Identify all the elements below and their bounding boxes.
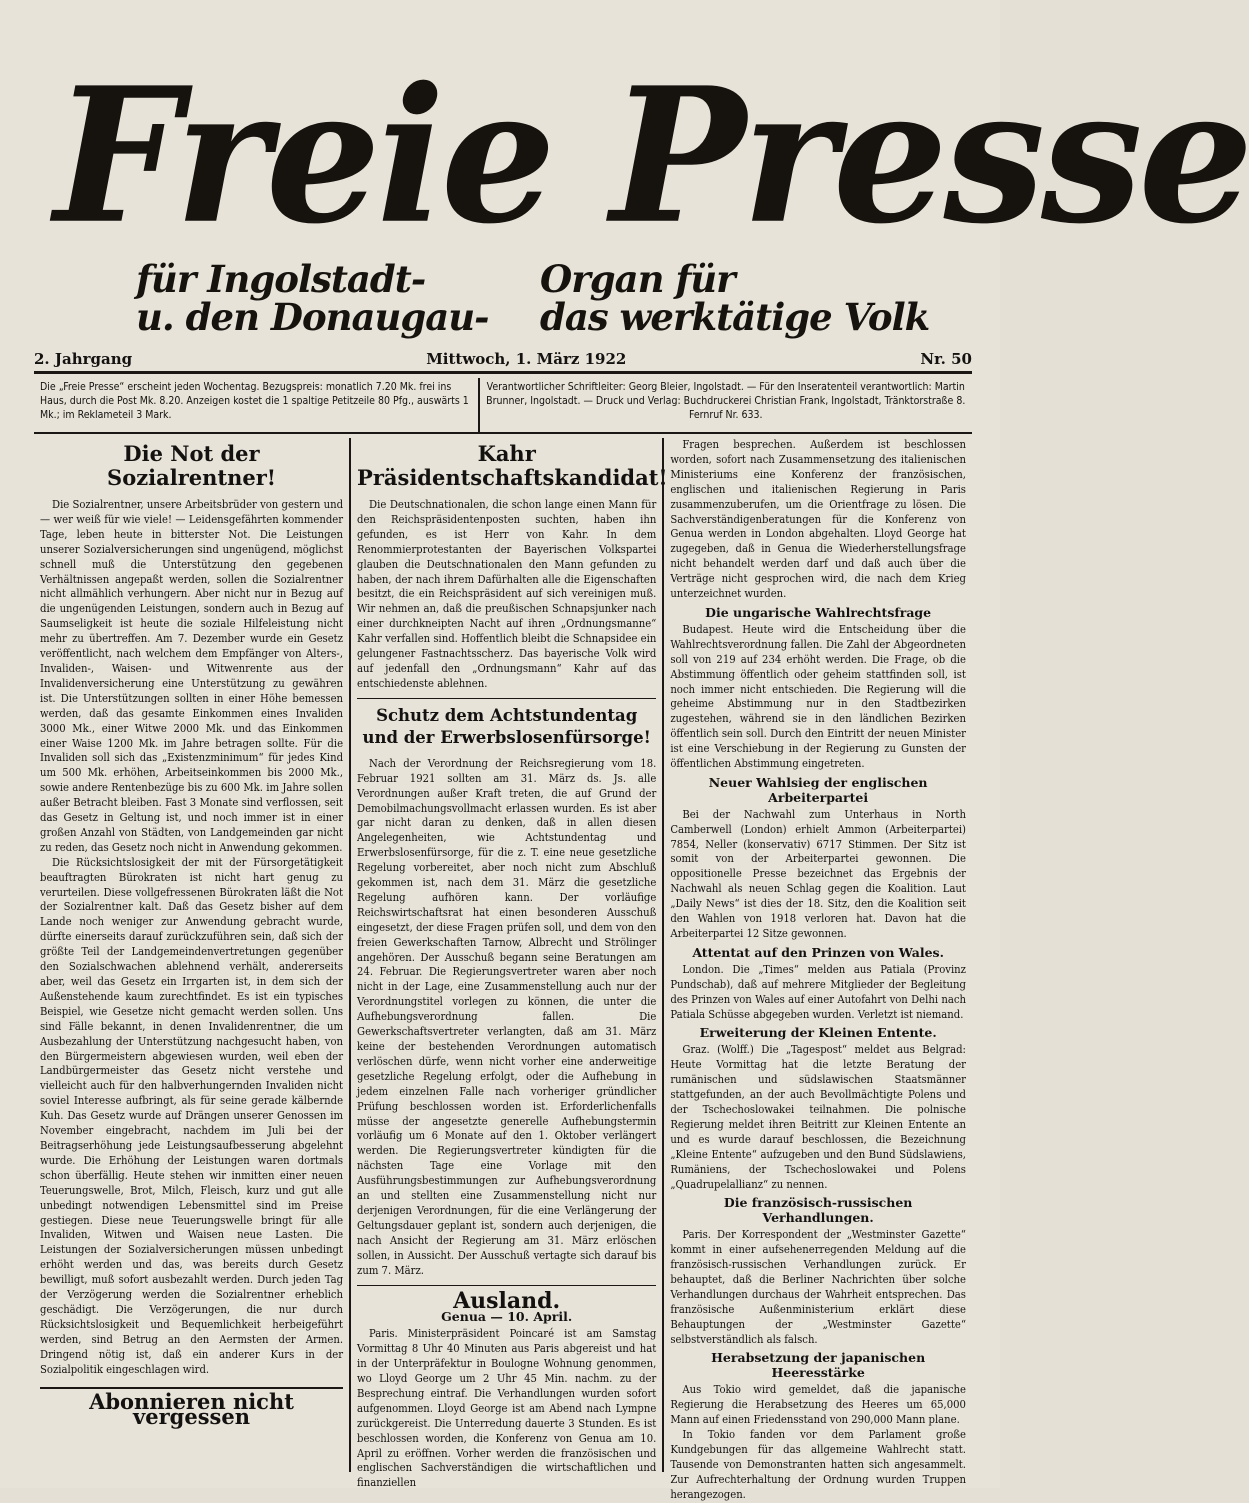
article-paragraph: In Tokio fanden vor dem Parlament große Kundgebungen für das allgemeine Wahlrecht statt. Tausende von Demonstranten hatten sich angesammelt. Zur Aufrechterhaltung der Ordnung wurden Truppen herangezogen. bbox=[670, 1428, 966, 1501]
column-2 bbox=[351, 438, 668, 1490]
masthead bbox=[34, 0, 1249, 345]
article-heading-wales: Attentat auf den Prinzen von Wales. bbox=[692, 944, 944, 960]
issue-number: Nr. 50 bbox=[920, 350, 972, 368]
article-heading-franz-russ: Die französisch-russischen Verhandlungen. bbox=[723, 1195, 913, 1226]
article-paragraph: Nach der Verordnung der Reichsregierung vom 18. Februar 1921 sollten am 31. März ds. Js. alle Verordnungen außer Kraft treten, die auf Grund der Demobilmachungsvollmacht erlassen wurden. Es ist aber gar nicht daran zu denken, daß in allen diesen Angelegenheiten, wie Achtstundentag und Erwerbslosenfürsorge, für die z. T. eine neue gesetzliche Regelung vorbereitet, aber noch nicht zum Abschluß gekommen ist, nach dem 31. März die gesetzliche Regelung aufhören kann. Der vorläufige Reichswirtschaftsrat hat einen besonderen Ausschuß eingesetzt, der diese Fragen prüfen soll, und dem von den freien Gewerkschaften Tarnow, Albrecht und Strölinger angehören. Der Ausschuß begann seine Beratungen am 24. Februar. Die Regierungsvertreter waren aber noch nicht in der Lage, eine Zusammenstellung auch nur der Verordnungstitel vorlegen zu können, die unter die Aufhebungsverordnung fallen. Die Gewerkschaftsvertreter verlangten, daß am 31. März keine der bestehenden Verordnungen automatisch verlöschen dürfe, wenn nicht vorher eine anderweitige gesetzliche Regelung erfolgt, oder die Aufhebung in jedem einzelnen Falle nach vorheriger gründlicher Prüfung beschlossen worden ist. Erforderlichenfalls müsse der angesetzte generelle Aufhebungstermin vorläufig um 6 Monate auf den 1. Oktober verlängert werden. Die Regierungsvertreter kündigten für die nächsten Tage eine Vorlage mit den Ausführungsbestimmungen zur Aufhebungsverordnung an und stellten eine Zusammenstellung nicht nur derjenigen Verordnungen, für die eine Verlängerung der Geltungsdauer geplant ist, sondern auch derjenigen, die nach Ansicht der Regierung am 31. März erlöschen sollen, in Aussicht. Der Ausschuß vertagte sich darauf bis zum 7. März. bbox=[357, 756, 657, 1277]
section-dateline: Genua — 10. April. bbox=[441, 1309, 573, 1325]
article-columns bbox=[34, 438, 972, 1501]
article-paragraph: Die Rücksichtslosigkeit der mit der Fürsorgetätigkeit beauftragten Bürokraten ist nicht hart genug zu verurteilen. Diese vollgefressenen Bürokraten läßt die Not der Sozialrentner kalt. Daß das Gesetz bisher auf dem Lande noch weniger zur Anwendung gebracht wurde, dürfte einerseits darauf zurückzuführen sein, daß sich der größte Teil der Landgemeindenvertretungen gegenüber den Sozialschwachen ablehnend verhält, andererseits aber, weil das Gesetz ein Irrgarten ist, in dem sich der Außenstehende kaum zurechtfindet. Es ist ein typisches Beispiel, wie Gesetze nicht gemacht werden sollen. Uns sind Fälle bekannt, in denen Invalidenrentner, die um Ausbezahlung der Unterstützung nachgesucht haben, von den Bürgermeistern abgewiesen wurden, weil eben der Landbürgermeister das Gesetz nicht verstehe und vielleicht auch für den halbverhungernden Invaliden nicht soviel Interesse aufbringt, als für seine gerade kälbernde Kuh. Das Gesetz wurde auf Drängen unserer Genossen im November eingebracht, nachdem im Juli bei der Beitragserhöhung jede Leistungsaufbesserung abgelehnt wurde. Die Erhöhung der Leistungen waren dortmals schon überfällig. Heute stehen wir inmitten einer neuen Teuerungswelle, Brot, Milch, Fleisch, kurz und gut alle unbedingt notwendigen Lebensmittel sind im Preise gestiegen. Diese neue Teuerungswelle bringt für alle Invaliden, Witwen und Waisen neue Lasten. Die Leistungen der Sozialversicherungen müssen unbedingt erhöht werden und das, was bereits durch Gesetz bewilligt, muß sofort ausbezahlt werden. Durch jeden Tag der Verzögerung werden die Sozialrentner erheblich geschädigt. Die Verzögerungen, die nur durch Rücksichtslosigkeit und Bequemlichkeit herbeigeführt werden, sind Betrug an den Aermsten der Armen. Dringend nötig ist, daß ein anderer Kurs in der Sozialpolitik eingeschlagen wird. bbox=[40, 855, 344, 1376]
column-3 bbox=[664, 438, 972, 1501]
volume: 2. Jahrgang bbox=[34, 350, 133, 368]
subtitle-left-line-2: u. den Donaugau- bbox=[136, 295, 489, 339]
dateline bbox=[34, 350, 972, 374]
article-paragraph: Die Sozialrentner, unsere Arbeitsbrüder von gestern und — wer weiß für wie viele! — Leidensgefährten kommender Tage, leben heute in bitterster Not. Die Leistungen unserer Sozialversicherungen sind ungenügend, möglichst schnell muß die Unterstützung den gegebenen Verhältnissen angepaßt werden, sollen die Sozialrentner nicht allmählich verhungern. Aber nicht nur in Bezug auf die ungenügenden Leistungen, sondern auch in Bezug auf Saumseligkeit ist heute die soziale Hilfeleistung nicht mehr zu übertreffen. Am 7. Dezember wurde ein Gesetz veröffentlicht, nach welchem dem Empfänger von Alters-, Invaliden-, Waisen- und Witwenrente aus der Invalidenversicherung eine Unterstützung zu gewähren ist. Die Unterstützungen sollten in einer Höhe bemessen werden, daß das gesamte Einkommen eines Invaliden 3000 Mk., einer Witwe 2000 Mk. und das Einkommen einer Waise 1200 Mk. im Jahre betragen sollte. Für die Invaliden soll sich das „Existenzminimum“ für jedes Kind um 500 Mk. erhöhen, Arbeitseinkommen bis 2000 Mk., sowie andere Rentenbezüge bis zu 600 Mk. im Jahre sollen außer Betracht bleiben. Fast 3 Monate sind verflossen, seit das Gesetz in Geltung ist, und noch immer ist in einer großen Anzahl von Städten, von Landgemeinden gar nicht zu reden, das Gesetz noch nicht in Anwendung gekommen. bbox=[40, 498, 344, 854]
subscription-info: Die „Freie Presse“ erscheint jeden Wochentag. Bezugspreis: monatlich 7.20 Mk. frei ins Haus, durch die Post Mk. 8.20. Anzeigen kostet die 1 spaltige Petitzeile 80 Pfg., auswärts 1 Mk.; im Reklameteil 3 Mark. bbox=[34, 378, 480, 432]
article-paragraph: Paris. Ministerpräsident Poincaré ist am Samstag Vormittag 8 Uhr 40 Minuten aus Paris abgereist und hat in der Unterpräfektur in Boulogne Wohnung genommen, wo Lloyd George um 2 Uhr 45 Min. nachm. zu der Besprechung eintraf. Die Verhandlungen wurden sofort aufgenommen. Lloyd George ist am Abend nach Lympne zurückgereist. Die Unterredung dauerte 3 Stunden. Es ist beschlossen worden, die Konferenz von Genua am 10. April zu eröffnen. Vorher werden die französischen und englischen Sachverständigen die wirtschaftlichen und finanziellen bbox=[357, 1327, 657, 1490]
section-heading-ausland: Ausland. bbox=[453, 1287, 561, 1314]
issue-date: Mittwoch, 1. März 1922 bbox=[426, 350, 627, 368]
article-paragraph: London. Die „Times“ melden aus Patiala (Provinz Pundschab), daß auf mehrere Mitglieder der Begleitung des Prinzen von Wales auf einer Autofahrt von Delhi nach Patiala Schüsse abgegeben wurden. Verletzt ist niemand. bbox=[670, 962, 966, 1021]
article-heading-arbeiterpartei: Neuer Wahlsieg der englischen Arbeiterpartei bbox=[708, 774, 928, 805]
article-heading-sozialrentner: Die Not der Sozialrentner! bbox=[107, 441, 276, 490]
divider bbox=[357, 698, 656, 699]
article-paragraph: Paris. Der Korrespondent der „Westminster Gazette“ kommt in einer aufsehenerregenden Meldung auf die französisch-russischen Verhandlungen zurück. Er behauptet, daß die Berliner Nachrichten über solche Verhandlungen durchaus der Wahrheit entsprechen. Das französische Außenministerium erklärt diese Behauptungen der „Westminster Gazette“ selbstverständlich als falsch. bbox=[670, 1228, 966, 1346]
article-paragraph: Bei der Nachwahl zum Unterhaus in North Camberwell (London) erhielt Ammon (Arbeiterpartei) 7854, Neller (konservativ) 6717 Stimmen. Der Sitz ist somit von der Arbeiterpartei gewonnen. Die oppositionelle Presse bezeichnet das Ergebnis der Nachwahl als neuen Schlag gegen die Koalition. Laut „Daily News“ ist dies der 18. Sitz, den die Koalition seit den Wahlen von 1918 verloren hat. Davon hat die Arbeiterpartei 12 Sitze gewonnen. bbox=[670, 807, 966, 940]
article-paragraph: Budapest. Heute wird die Entscheidung über die Wahlrechtsverordnung fallen. Die Zahl der Abgeordneten soll von 219 auf 234 erhöht werden. Die Frage, ob die Abstimmung öffentlich oder geheim stattfinden soll, ist noch immer nicht entschieden. Die Regierung will die geheime Abstimmung nur in den Stadtbezirken zugestehen, während sie in den ländlichen Bezirken öffentlich sein soll. Durch den Eintritt der neuen Minister ist eine Verschiebung in der Regierung zu Gunsten der öffentlichen Abstimmung eingetreten. bbox=[670, 622, 966, 771]
article-paragraph: Fragen besprechen. Außerdem ist beschlossen worden, sofort nach Zusammensetzung des italienischen Ministeriums eine Konferenz der französischen, englischen und italienischen Regierung in Paris zusammenzuberufen, um die Orientfrage zu lösen. Die Sachverständigenberatungen für die Konferenz von Genua werden in London abgehalten. Lloyd George hat zugegeben, daß in Genua die Wiederherstellungsfrage nicht behandelt werden darf und daß auch über die Verträge nicht gesprochen wird, die nach dem Krieg unterzeichnet wurden. bbox=[670, 438, 966, 601]
publisher-info: Verantwortlicher Schriftleiter: Georg Bleier, Ingolstadt. — Für den Inseratenteil verantwortlich: Martin Brunner, Ingolstadt. — Druck und Verlag: Buchdruckerei Christian Frank, Ingolstadt, Tränktorstraße 8. Fernruf Nr. 633. bbox=[486, 381, 966, 421]
subtitle-left bbox=[136, 257, 489, 339]
subtitle-left-line-1: für Ingolstadt- bbox=[136, 257, 426, 301]
article-heading-achtstundentag: Schutz dem Achtstundentag und der Erwerbslosenfürsorge! bbox=[362, 705, 651, 747]
article-paragraph: Die Deutschnationalen, die schon lange einen Mann für den Reichspräsidentenposten suchten, haben ihn gefunden, es ist Herr von Kahr. In dem Renommierprotestanten der Bayerischen Volkspartei glauben die Deutschnationalen den Mann gefunden zu haben, der nach ihrem Dafürhalten alle die Eigenschaften besitzt, die ein Reichspräsident auf sich vereinigen muß. Wir nehmen an, daß die preußischen Schnapsjunker nach einer durchkneipten Nacht auf ihren „Ordnungsmanne“ Kahr verfallen sind. Hoffentlich bleibt die Schnapsidee ein gelungener Fastnachtsscherz. Das bayerische Volk wird auf jedenfall den „Ordnungsmann“ Kahr auf das entschiedenste ablehnen. bbox=[357, 498, 657, 690]
article-heading-entente: Erweiterung der Kleinen Entente. bbox=[699, 1025, 937, 1041]
article-heading-ungarn: Die ungarische Wahlrechtsfrage bbox=[705, 604, 932, 620]
newspaper-title: Freie Presse bbox=[54, 45, 1249, 266]
subtitle-right-line-1: Organ für bbox=[540, 257, 735, 301]
article-paragraph: Aus Tokio wird gemeldet, daß die japanische Regierung die Herabsetzung des Heeres um 65,000 Mann auf einen Friedensstand von 290,000 Mann plane. bbox=[670, 1383, 966, 1427]
imprint bbox=[34, 378, 972, 434]
subtitle-right-line-2: das werktätige Volk bbox=[540, 295, 930, 339]
article-heading-kahr: Kahr Präsidentschaftskandidat! bbox=[357, 441, 668, 490]
column-1 bbox=[34, 438, 351, 1472]
divider bbox=[357, 1285, 656, 1286]
subscribe-notice: Abonnieren nicht vergessen bbox=[40, 1387, 343, 1425]
article-paragraph: Graz. (Wolff.) Die „Tagespost“ meldet aus Belgrad: Heute Vormittag hat die letzte Beratung der rumänischen und südslawischen Staatsmänner stattgefunden, an der auch Bevollmächtigte Polens und der Tschechoslowakei teilnahmen. Die polnische Regierung meldet ihren Beitritt zur Kleinen Entente an und es wurde darauf beschlossen, die Bezeichnung „Kleine Entente“ aufzugeben und den Bund Südslawiens, Rumäniens, der Tschechoslowakei und Polens „Quadrupelallianz“ zu nennen. bbox=[670, 1043, 966, 1191]
subtitle-right bbox=[540, 257, 930, 339]
article-heading-japan: Herabsetzung der japanischen Heeresstärke bbox=[711, 1350, 926, 1381]
